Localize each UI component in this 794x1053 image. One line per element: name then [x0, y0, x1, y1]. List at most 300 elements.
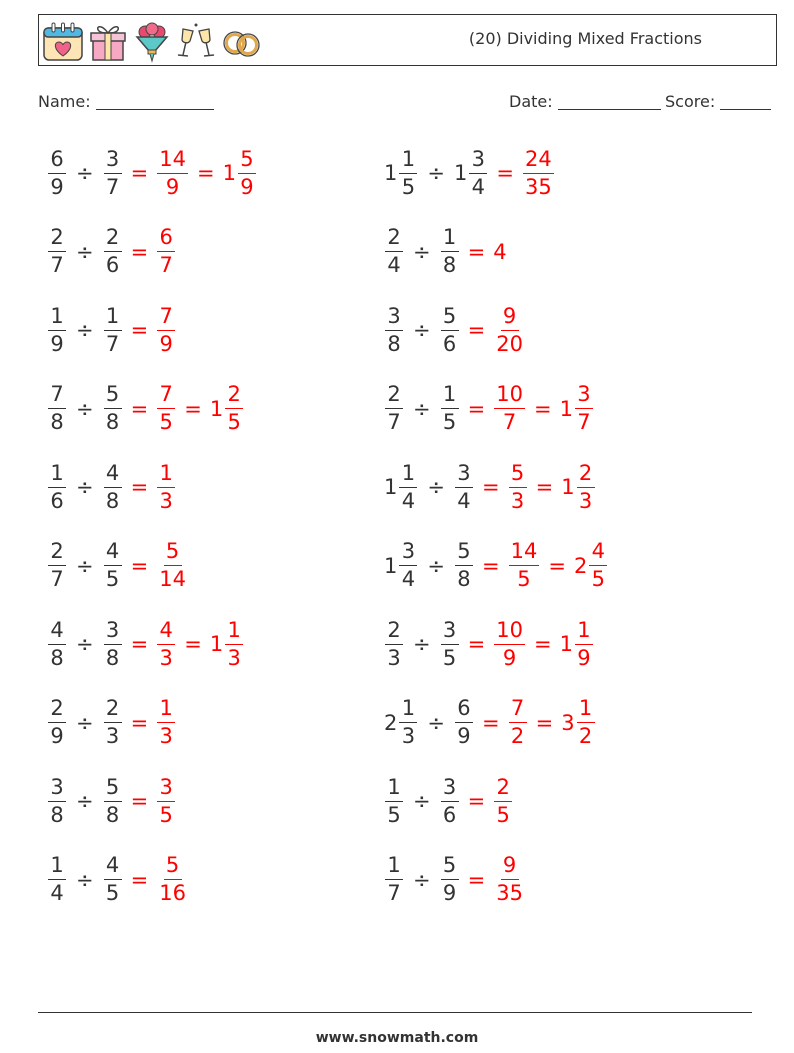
- answer-value: [492, 774, 514, 827]
- answer-value-denominator: 7: [502, 410, 517, 434]
- divisor-fraction: [102, 541, 124, 590]
- dividend-numerator: 2: [385, 620, 403, 645]
- answer-value-denominator: 2: [578, 724, 593, 748]
- divisor: [102, 855, 124, 904]
- answer-value: [155, 303, 177, 356]
- answer: [461, 303, 527, 356]
- answer-value: [155, 617, 177, 670]
- dividend: [383, 460, 419, 513]
- answer: [124, 855, 190, 904]
- answer: [475, 460, 597, 513]
- answer-value-fraction: [573, 617, 595, 670]
- answer-value: [155, 855, 190, 904]
- answer-value-whole: 3: [561, 710, 575, 735]
- answer-value-whole: 4: [493, 239, 507, 264]
- equals-sign: =: [535, 475, 554, 499]
- problem-row: [383, 137, 556, 209]
- answer-value: [559, 384, 595, 433]
- answer-value-whole: 1: [209, 396, 224, 421]
- answer-value-fraction: [155, 698, 177, 747]
- divisor-fraction: [102, 617, 124, 670]
- dividend-numerator: 3: [48, 777, 66, 802]
- answer-value-fraction: [155, 384, 177, 433]
- answer-value-fraction: [155, 541, 190, 590]
- divisor-fraction: [102, 227, 124, 276]
- divisor-denominator: 5: [105, 567, 120, 591]
- divisor-fraction: [439, 617, 461, 670]
- answer-value-numerator: 3: [575, 384, 593, 409]
- answer-value-denominator: 9: [577, 645, 591, 670]
- answer-value-denominator: 2: [510, 724, 525, 748]
- divide-sign: ÷: [427, 710, 445, 735]
- answer-value-numerator: 7: [157, 384, 175, 409]
- champagne-glasses-icon: [175, 21, 217, 63]
- dividend: [46, 541, 68, 590]
- equals-sign: =: [548, 553, 566, 578]
- dividend-denominator: 8: [50, 802, 64, 827]
- problem-row: [46, 530, 190, 602]
- footer-url: www.snowmath.com: [315, 1030, 479, 1046]
- dividend-denominator: 5: [401, 174, 416, 199]
- divide-sign: ÷: [76, 710, 94, 735]
- answer-value-fraction: [575, 460, 597, 513]
- answer-value-denominator: 3: [578, 488, 593, 513]
- score-label: Score:: [665, 92, 716, 111]
- answer-value-fraction: [236, 146, 258, 199]
- worksheet-title: (20) Dividing Mixed Fractions: [468, 29, 702, 48]
- dividend-numerator: 1: [399, 149, 417, 174]
- problem-row: [383, 687, 597, 759]
- answer-value-fraction: [155, 303, 177, 356]
- equals-sign: =: [467, 396, 486, 421]
- divisor-fraction: [453, 698, 475, 747]
- dividend: [46, 384, 68, 433]
- equals-sign: =: [130, 396, 149, 421]
- answer: [461, 774, 515, 827]
- dividend: [383, 774, 405, 827]
- divisor-fraction: [102, 774, 124, 827]
- divisor: [439, 855, 461, 904]
- answer-value-numerator: 14: [509, 541, 540, 566]
- dividend-denominator: 7: [50, 567, 64, 591]
- answer-value-denominator: 14: [159, 567, 186, 591]
- dividend-fraction: [383, 855, 405, 904]
- answer-value-denominator: 5: [159, 802, 173, 827]
- answer-value: [559, 617, 595, 670]
- answer-value-denominator: 9: [502, 645, 517, 670]
- divisor-denominator: 4: [471, 174, 486, 199]
- answer-value-whole: 1: [222, 161, 236, 185]
- answer-value-numerator: 4: [589, 541, 607, 566]
- equals-sign: =: [130, 710, 149, 735]
- problem-row: [383, 373, 595, 445]
- answer-value: [155, 227, 177, 276]
- dividend-fraction: [46, 617, 68, 670]
- divisor: [453, 460, 475, 513]
- answer-value-denominator: 5: [227, 410, 241, 434]
- answer: [124, 303, 178, 356]
- answer-value: [155, 460, 177, 513]
- dividend-denominator: 8: [387, 331, 401, 356]
- answer-value-numerator: 7: [157, 306, 175, 331]
- worksheet-header: [38, 14, 777, 66]
- divisor-fraction: [102, 303, 124, 356]
- flower-bouquet-icon: [131, 21, 173, 63]
- divisor-numerator: 2: [104, 227, 122, 252]
- problem-row: [46, 137, 258, 209]
- answer: [124, 384, 246, 433]
- divisor-fraction: [453, 460, 475, 513]
- divisor-fraction: [439, 303, 461, 356]
- answer: [124, 774, 178, 827]
- equals-sign: =: [130, 789, 149, 813]
- divide-sign: ÷: [413, 867, 431, 892]
- divisor-numerator: 3: [469, 149, 487, 174]
- answer-value-denominator: 3: [227, 645, 241, 670]
- answer-value-numerator: 14: [157, 149, 188, 174]
- equals-sign: =: [184, 396, 202, 421]
- divisor-denominator: 7: [105, 331, 120, 356]
- equals-sign: =: [535, 710, 554, 735]
- divisor-numerator: 4: [104, 541, 122, 566]
- dividend-fraction: [397, 698, 419, 747]
- answer-value: [492, 855, 527, 904]
- equals-sign: =: [467, 632, 486, 656]
- divisor: [102, 227, 124, 276]
- divisor-fraction: [102, 146, 124, 199]
- header-icons: [41, 21, 265, 63]
- equals-sign: =: [130, 553, 149, 578]
- answer: [475, 541, 609, 590]
- answer-value-denominator: 5: [517, 567, 531, 591]
- divide-sign: ÷: [76, 789, 94, 813]
- answer-value-denominator: 35: [524, 174, 552, 199]
- answer-value: [155, 698, 177, 747]
- dividend-fraction: [397, 541, 419, 590]
- dividend-denominator: 8: [50, 410, 64, 434]
- dividend-denominator: 9: [50, 331, 64, 356]
- divisor-numerator: 1: [104, 306, 122, 331]
- divisor-denominator: 6: [442, 331, 457, 356]
- equals-sign: =: [184, 632, 202, 656]
- answer-value-denominator: 3: [159, 724, 173, 748]
- divisor: [102, 384, 124, 433]
- dividend-fraction: [46, 855, 68, 904]
- equals-sign: =: [481, 710, 500, 735]
- problem-row: [46, 451, 177, 523]
- divide-sign: ÷: [427, 161, 445, 185]
- divide-sign: ÷: [76, 239, 94, 264]
- date-label: Date:: [509, 92, 553, 111]
- dividend-whole: 2: [384, 710, 398, 735]
- dividend-numerator: 1: [385, 855, 403, 880]
- equals-sign: =: [467, 318, 486, 342]
- problem-row: [383, 765, 514, 837]
- answer-value-fraction: [521, 146, 556, 199]
- divide-sign: ÷: [76, 396, 94, 421]
- answer-value: [560, 698, 596, 747]
- dividend-numerator: 2: [385, 227, 403, 252]
- dividend: [46, 774, 68, 827]
- dividend-numerator: 7: [48, 384, 66, 409]
- divisor-numerator: 5: [441, 306, 459, 331]
- answer-value: [560, 460, 596, 513]
- divisor: [102, 617, 124, 670]
- dividend-denominator: 4: [387, 253, 401, 277]
- dividend-denominator: 7: [387, 881, 401, 905]
- dividend-numerator: 4: [48, 620, 66, 645]
- divisor-numerator: 3: [104, 149, 122, 174]
- dividend-fraction: [383, 227, 405, 276]
- divisor-denominator: 7: [105, 174, 120, 199]
- answer: [461, 855, 527, 904]
- divide-sign: ÷: [413, 632, 431, 656]
- problem-row: [46, 373, 245, 445]
- divisor-denominator: 5: [442, 645, 457, 670]
- divisor-numerator: 3: [441, 620, 459, 645]
- score-field[interactable]: [665, 92, 771, 111]
- divisor-denominator: 6: [105, 253, 120, 277]
- name-blank[interactable]: [96, 93, 214, 110]
- dividend-denominator: 7: [387, 410, 401, 434]
- answer-value-denominator: 5: [159, 410, 173, 434]
- dividend-denominator: 7: [50, 253, 64, 277]
- divisor-denominator: 3: [105, 724, 120, 748]
- dividend-numerator: 6: [48, 149, 66, 174]
- divisor: [439, 384, 461, 433]
- dividend-fraction: [383, 384, 405, 433]
- dividend-whole: 1: [384, 161, 398, 185]
- answer-value-fraction: [155, 460, 177, 513]
- divisor-numerator: 4: [104, 463, 122, 488]
- dividend-denominator: 4: [401, 488, 416, 513]
- divisor-whole: 1: [453, 161, 468, 185]
- answer-value-fraction: [155, 227, 177, 276]
- dividend: [46, 617, 68, 670]
- dividend: [46, 227, 68, 276]
- divisor-denominator: 8: [105, 802, 120, 827]
- divisor: [439, 617, 461, 670]
- divisor-fraction: [453, 541, 475, 590]
- divisor-fraction: [467, 146, 489, 199]
- answer-value: [573, 541, 609, 590]
- answer-value-numerator: 6: [157, 227, 175, 252]
- answer-value-numerator: 7: [509, 698, 527, 723]
- divisor-fraction: [439, 855, 461, 904]
- problem-row: [383, 530, 609, 602]
- divisor: [439, 227, 461, 276]
- answer-value-denominator: 3: [510, 488, 525, 513]
- answer: [489, 146, 555, 199]
- answer-value-denominator: 5: [496, 802, 510, 827]
- equals-sign: =: [481, 553, 500, 578]
- answer-value-fraction: [492, 303, 527, 356]
- problem-row: [46, 216, 177, 288]
- date-field[interactable]: [509, 92, 661, 111]
- divisor-numerator: 4: [104, 855, 122, 880]
- date-blank[interactable]: [558, 93, 661, 110]
- dividend-fraction: [46, 541, 68, 590]
- dividend-numerator: 2: [48, 227, 66, 252]
- dividend-numerator: 1: [399, 463, 417, 488]
- divisor: [102, 460, 124, 513]
- answer-value: [492, 384, 527, 433]
- answer-value-fraction: [507, 698, 529, 747]
- dividend-numerator: 1: [399, 698, 417, 723]
- divisor-numerator: 5: [441, 855, 459, 880]
- answer-value: [507, 698, 529, 747]
- answer-value-denominator: 9: [240, 174, 254, 199]
- answer: [124, 617, 246, 670]
- score-blank[interactable]: [720, 93, 771, 110]
- problem-row: [46, 765, 177, 837]
- divisor-numerator: 1: [441, 384, 459, 409]
- equals-sign: =: [481, 475, 500, 499]
- answer-value-fraction: [573, 384, 595, 433]
- equals-sign: =: [467, 239, 486, 264]
- answer-value-numerator: 2: [494, 777, 512, 802]
- divisor: [102, 774, 124, 827]
- divisor-denominator: 5: [105, 881, 120, 905]
- divisor-numerator: 5: [104, 384, 122, 409]
- name-field[interactable]: [38, 92, 214, 111]
- answer-value-fraction: [492, 617, 527, 670]
- answer-value: [492, 617, 527, 670]
- answer-value: [209, 384, 245, 433]
- divide-sign: ÷: [76, 318, 94, 342]
- divisor: [453, 146, 489, 199]
- dividend-fraction: [46, 146, 68, 199]
- dividend: [46, 303, 68, 356]
- dividend-denominator: 3: [387, 645, 401, 670]
- dividend-fraction: [383, 303, 405, 356]
- equals-sign: =: [130, 632, 149, 656]
- divide-sign: ÷: [76, 475, 94, 499]
- answer-value-whole: 1: [561, 475, 575, 499]
- answer-value-denominator: 16: [159, 881, 186, 905]
- dividend: [46, 146, 68, 199]
- problem-row: [383, 294, 527, 366]
- dividend: [383, 146, 419, 199]
- equals-sign: =: [467, 867, 486, 892]
- answer-value-denominator: 7: [159, 253, 173, 277]
- divisor: [102, 541, 124, 590]
- dividend-numerator: 1: [385, 777, 403, 802]
- answer-value-fraction: [507, 541, 542, 590]
- equals-sign: =: [196, 161, 215, 185]
- footer-divider: [38, 1012, 752, 1013]
- dividend-denominator: 4: [50, 881, 64, 905]
- answer-value-fraction: [492, 774, 514, 827]
- divisor-denominator: 6: [442, 802, 457, 827]
- divisor-denominator: 9: [457, 724, 471, 748]
- dividend-numerator: 1: [48, 463, 66, 488]
- divisor-denominator: 9: [442, 881, 457, 905]
- equals-sign: =: [130, 318, 149, 342]
- answer-value-whole: 1: [559, 396, 573, 421]
- dividend-fraction: [46, 698, 68, 747]
- divide-sign: ÷: [413, 318, 431, 342]
- divisor-denominator: 8: [457, 567, 471, 591]
- equals-sign: =: [130, 239, 149, 264]
- divisor: [102, 146, 124, 199]
- equals-sign: =: [130, 867, 149, 892]
- answer-value-fraction: [155, 617, 177, 670]
- divisor-numerator: 3: [455, 463, 473, 488]
- problem-row: [383, 844, 527, 916]
- dividend-numerator: 2: [48, 698, 66, 723]
- dividend: [383, 384, 405, 433]
- answer-value-numerator: 5: [509, 463, 527, 488]
- problem-row: [383, 216, 507, 288]
- answer-value-denominator: 35: [496, 881, 523, 905]
- answer-value: [507, 541, 542, 590]
- answer-value: [492, 303, 527, 356]
- dividend-denominator: 9: [50, 724, 64, 748]
- divisor: [439, 303, 461, 356]
- dividend-fraction: [46, 303, 68, 356]
- divisor-numerator: 3: [104, 620, 122, 645]
- answer-value-denominator: 3: [159, 645, 173, 670]
- answer-value: [155, 146, 190, 199]
- divisor-numerator: 1: [441, 227, 459, 252]
- divisor-fraction: [102, 460, 124, 513]
- divide-sign: ÷: [76, 553, 94, 578]
- equals-sign: =: [130, 161, 149, 185]
- answer-value-numerator: 2: [225, 384, 243, 409]
- answer-value-denominator: 20: [496, 331, 523, 356]
- answer: [124, 227, 178, 276]
- answer-value-denominator: 9: [159, 331, 173, 356]
- divide-sign: ÷: [76, 867, 94, 892]
- dividend: [46, 698, 68, 747]
- divisor: [453, 698, 475, 747]
- dividend-denominator: 8: [50, 645, 64, 670]
- dividend-whole: 1: [384, 553, 398, 578]
- answer-value-numerator: 5: [164, 855, 182, 880]
- divisor-fraction: [102, 855, 124, 904]
- gift-box-icon: [87, 21, 129, 63]
- divisor-fraction: [439, 774, 461, 827]
- answer: [124, 541, 190, 590]
- divide-sign: ÷: [427, 475, 445, 499]
- answer-value-denominator: 5: [591, 567, 605, 591]
- divisor-fraction: [102, 698, 124, 747]
- answer-value-numerator: 5: [238, 149, 256, 174]
- divide-sign: ÷: [413, 396, 431, 421]
- divisor: [102, 303, 124, 356]
- problem-row: [46, 608, 245, 680]
- divisor-numerator: 6: [455, 698, 473, 723]
- answer-value-whole: 1: [209, 632, 224, 656]
- dividend-fraction: [46, 384, 68, 433]
- answer-value-numerator: 9: [501, 306, 519, 331]
- dividend: [46, 855, 68, 904]
- divisor-denominator: 5: [442, 410, 457, 434]
- answer: [475, 698, 597, 747]
- answer-value-fraction: [223, 384, 245, 433]
- answer: [124, 698, 178, 747]
- answer-value-numerator: 9: [501, 855, 519, 880]
- answer-value-denominator: 3: [159, 488, 173, 513]
- answer: [461, 240, 507, 264]
- dividend: [383, 227, 405, 276]
- answer-value-fraction: [155, 855, 190, 904]
- answer-value: [155, 774, 177, 827]
- dividend-whole: 1: [384, 475, 398, 499]
- divide-sign: ÷: [76, 161, 94, 185]
- equals-sign: =: [533, 632, 552, 656]
